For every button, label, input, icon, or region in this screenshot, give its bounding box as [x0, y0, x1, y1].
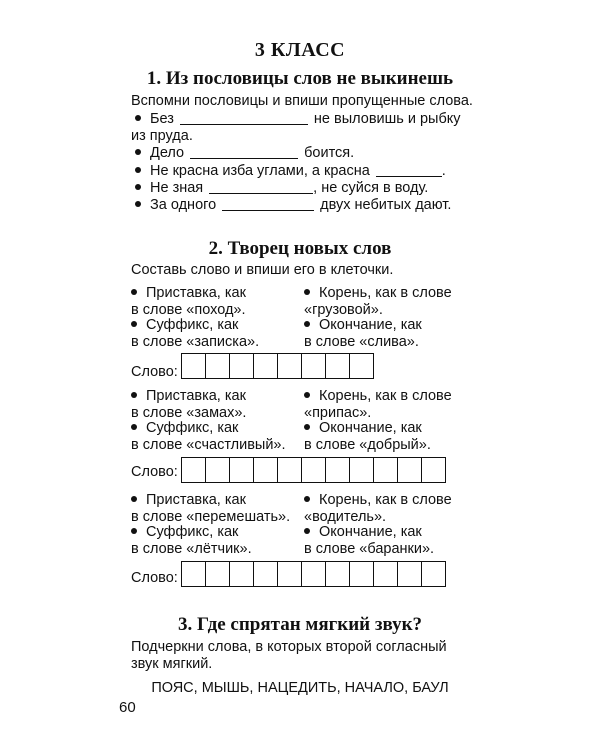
part-label: Корень, как в слове — [319, 285, 452, 301]
part-example: «припас». — [304, 405, 372, 421]
bullet-icon — [304, 528, 310, 534]
part-label: Окончание, как — [319, 420, 422, 436]
letter-cell[interactable] — [301, 561, 326, 587]
letter-cell[interactable] — [229, 561, 254, 587]
letter-cell[interactable] — [397, 457, 422, 483]
letter-cell[interactable] — [373, 561, 398, 587]
bullet-icon — [304, 321, 310, 327]
bullet-icon — [131, 289, 137, 295]
bullet-icon — [131, 321, 137, 327]
section-3-instruction-line1: Подчеркни слова, в которых второй согласный — [131, 639, 447, 655]
letter-cell[interactable] — [301, 353, 326, 379]
part-example: в слове «счастливый». — [131, 437, 286, 453]
proverb-4-after: , не суйся в воду. — [313, 180, 429, 196]
part-label: Корень, как в слове — [319, 388, 452, 404]
part-example: в слове «записка». — [131, 334, 260, 350]
letter-cell[interactable] — [373, 457, 398, 483]
proverb-item-3 — [135, 163, 446, 180]
group-2-right-1 — [304, 388, 452, 422]
letter-cell[interactable] — [253, 561, 278, 587]
proverb-item-5 — [135, 197, 451, 214]
bullet-icon — [131, 528, 137, 534]
letter-grid-3[interactable] — [181, 561, 445, 587]
part-example: «грузовой». — [304, 302, 383, 318]
part-example: в слове «перемешать». — [131, 509, 291, 525]
blank-line[interactable] — [180, 112, 308, 125]
proverb-2-after: боится. — [304, 145, 355, 161]
letter-cell[interactable] — [229, 457, 254, 483]
bullet-icon — [304, 496, 310, 502]
page-number: 60 — [119, 699, 136, 716]
letter-cell[interactable] — [325, 353, 350, 379]
proverb-1-after: не выловишь и рыбку — [313, 111, 461, 127]
bullet-icon — [135, 201, 141, 207]
proverb-3-before: Не красна изба углами, а красна — [150, 163, 370, 179]
letter-cell[interactable] — [277, 561, 302, 587]
letter-cell[interactable] — [421, 561, 446, 587]
part-label: Суффикс, как — [146, 420, 239, 436]
letter-cell[interactable] — [349, 457, 374, 483]
blank-line[interactable] — [222, 198, 314, 211]
bullet-icon — [135, 115, 141, 121]
part-label: Окончание, как — [319, 524, 422, 540]
group-1-right-2 — [304, 317, 422, 351]
part-label: Приставка, как — [146, 285, 246, 301]
letter-cell[interactable] — [349, 561, 374, 587]
part-label: Приставка, как — [146, 388, 246, 404]
letter-cell[interactable] — [205, 353, 230, 379]
blank-line[interactable] — [376, 164, 442, 177]
letter-cell[interactable] — [229, 353, 254, 379]
group-2-left-1 — [131, 388, 246, 422]
letter-cell[interactable] — [325, 457, 350, 483]
part-label: Корень, как в слове — [319, 492, 452, 508]
group-3-right-2 — [304, 524, 434, 558]
words-list[interactable]: ПОЯС, МЫШЬ, НАЦЕДИТЬ, НАЧАЛО, БАУЛ — [151, 680, 449, 696]
bullet-icon — [131, 392, 137, 398]
blank-line[interactable] — [190, 146, 298, 159]
group-1-left-1 — [131, 285, 246, 319]
group-1-right-1 — [304, 285, 452, 319]
group-2-left-2 — [131, 420, 286, 454]
letter-cell[interactable] — [253, 457, 278, 483]
blank-line[interactable] — [209, 181, 313, 194]
part-example: в слове «поход». — [131, 302, 246, 318]
letter-cell[interactable] — [277, 457, 302, 483]
letter-cell[interactable] — [325, 561, 350, 587]
letter-cell[interactable] — [205, 457, 230, 483]
bullet-icon — [131, 496, 137, 502]
word-label-1: Слово: — [131, 364, 178, 380]
letter-cell[interactable] — [181, 457, 206, 483]
letter-cell[interactable] — [205, 561, 230, 587]
letter-cell[interactable] — [349, 353, 374, 379]
section-1-instruction: Вспомни пословицы и впиши пропущенные слова. — [131, 93, 473, 109]
proverb-item-2 — [135, 145, 354, 162]
letter-cell[interactable] — [301, 457, 326, 483]
part-example: в слове «лётчик». — [131, 541, 252, 557]
proverb-item-1 — [135, 111, 461, 128]
part-label: Приставка, как — [146, 492, 246, 508]
bullet-icon — [135, 149, 141, 155]
letter-cell[interactable] — [181, 353, 206, 379]
group-3-left-1 — [131, 492, 290, 526]
bullet-icon — [131, 424, 137, 430]
section-3-title: 3. Где спрятан мягкий звук? — [177, 614, 423, 635]
proverb-4-before: Не зная — [150, 180, 204, 196]
bullet-icon — [135, 167, 141, 173]
letter-cell[interactable] — [421, 457, 446, 483]
proverb-1-before: Без — [150, 111, 174, 127]
proverb-5-before: За одного — [150, 197, 217, 213]
letter-grid-2[interactable] — [181, 457, 445, 483]
bullet-icon — [304, 424, 310, 430]
proverb-2-before: Дело — [150, 145, 185, 161]
part-label: Окончание, как — [319, 317, 422, 333]
letter-cell[interactable] — [397, 561, 422, 587]
group-3-left-2 — [131, 524, 252, 558]
section-1-title: 1. Из пословицы слов не выкинешь — [146, 68, 454, 89]
section-3-instruction-line2: звук мягкий. — [131, 656, 213, 672]
part-label: Суффикс, как — [146, 524, 239, 540]
word-label-3: Слово: — [131, 570, 178, 586]
part-example: «водитель». — [304, 509, 387, 525]
letter-cell[interactable] — [181, 561, 206, 587]
group-1-left-2 — [131, 317, 259, 351]
part-example: в слове «слива». — [304, 334, 419, 350]
letter-cell[interactable] — [277, 353, 302, 379]
proverb-1-continuation: из пруда. — [131, 128, 193, 144]
group-2-right-2 — [304, 420, 431, 454]
part-example: в слове «замах». — [131, 405, 247, 421]
word-label-2: Слово: — [131, 464, 178, 480]
part-label: Суффикс, как — [146, 317, 239, 333]
part-example: в слове «добрый». — [304, 437, 431, 453]
bullet-icon — [304, 392, 310, 398]
bullet-icon — [304, 289, 310, 295]
proverb-3-after: . — [441, 163, 446, 179]
grade-title: 3 КЛАСС — [254, 39, 346, 61]
bullet-icon — [135, 184, 141, 190]
section-2-title: 2. Творец новых слов — [208, 238, 392, 259]
letter-grid-1[interactable] — [181, 353, 373, 379]
proverb-5-after: двух небитых дают. — [320, 197, 452, 213]
letter-cell[interactable] — [253, 353, 278, 379]
part-example: в слове «баранки». — [304, 541, 435, 557]
group-3-right-1 — [304, 492, 452, 526]
section-2-instruction: Составь слово и впиши его в клеточки. — [131, 262, 394, 278]
proverb-item-4 — [135, 180, 428, 197]
